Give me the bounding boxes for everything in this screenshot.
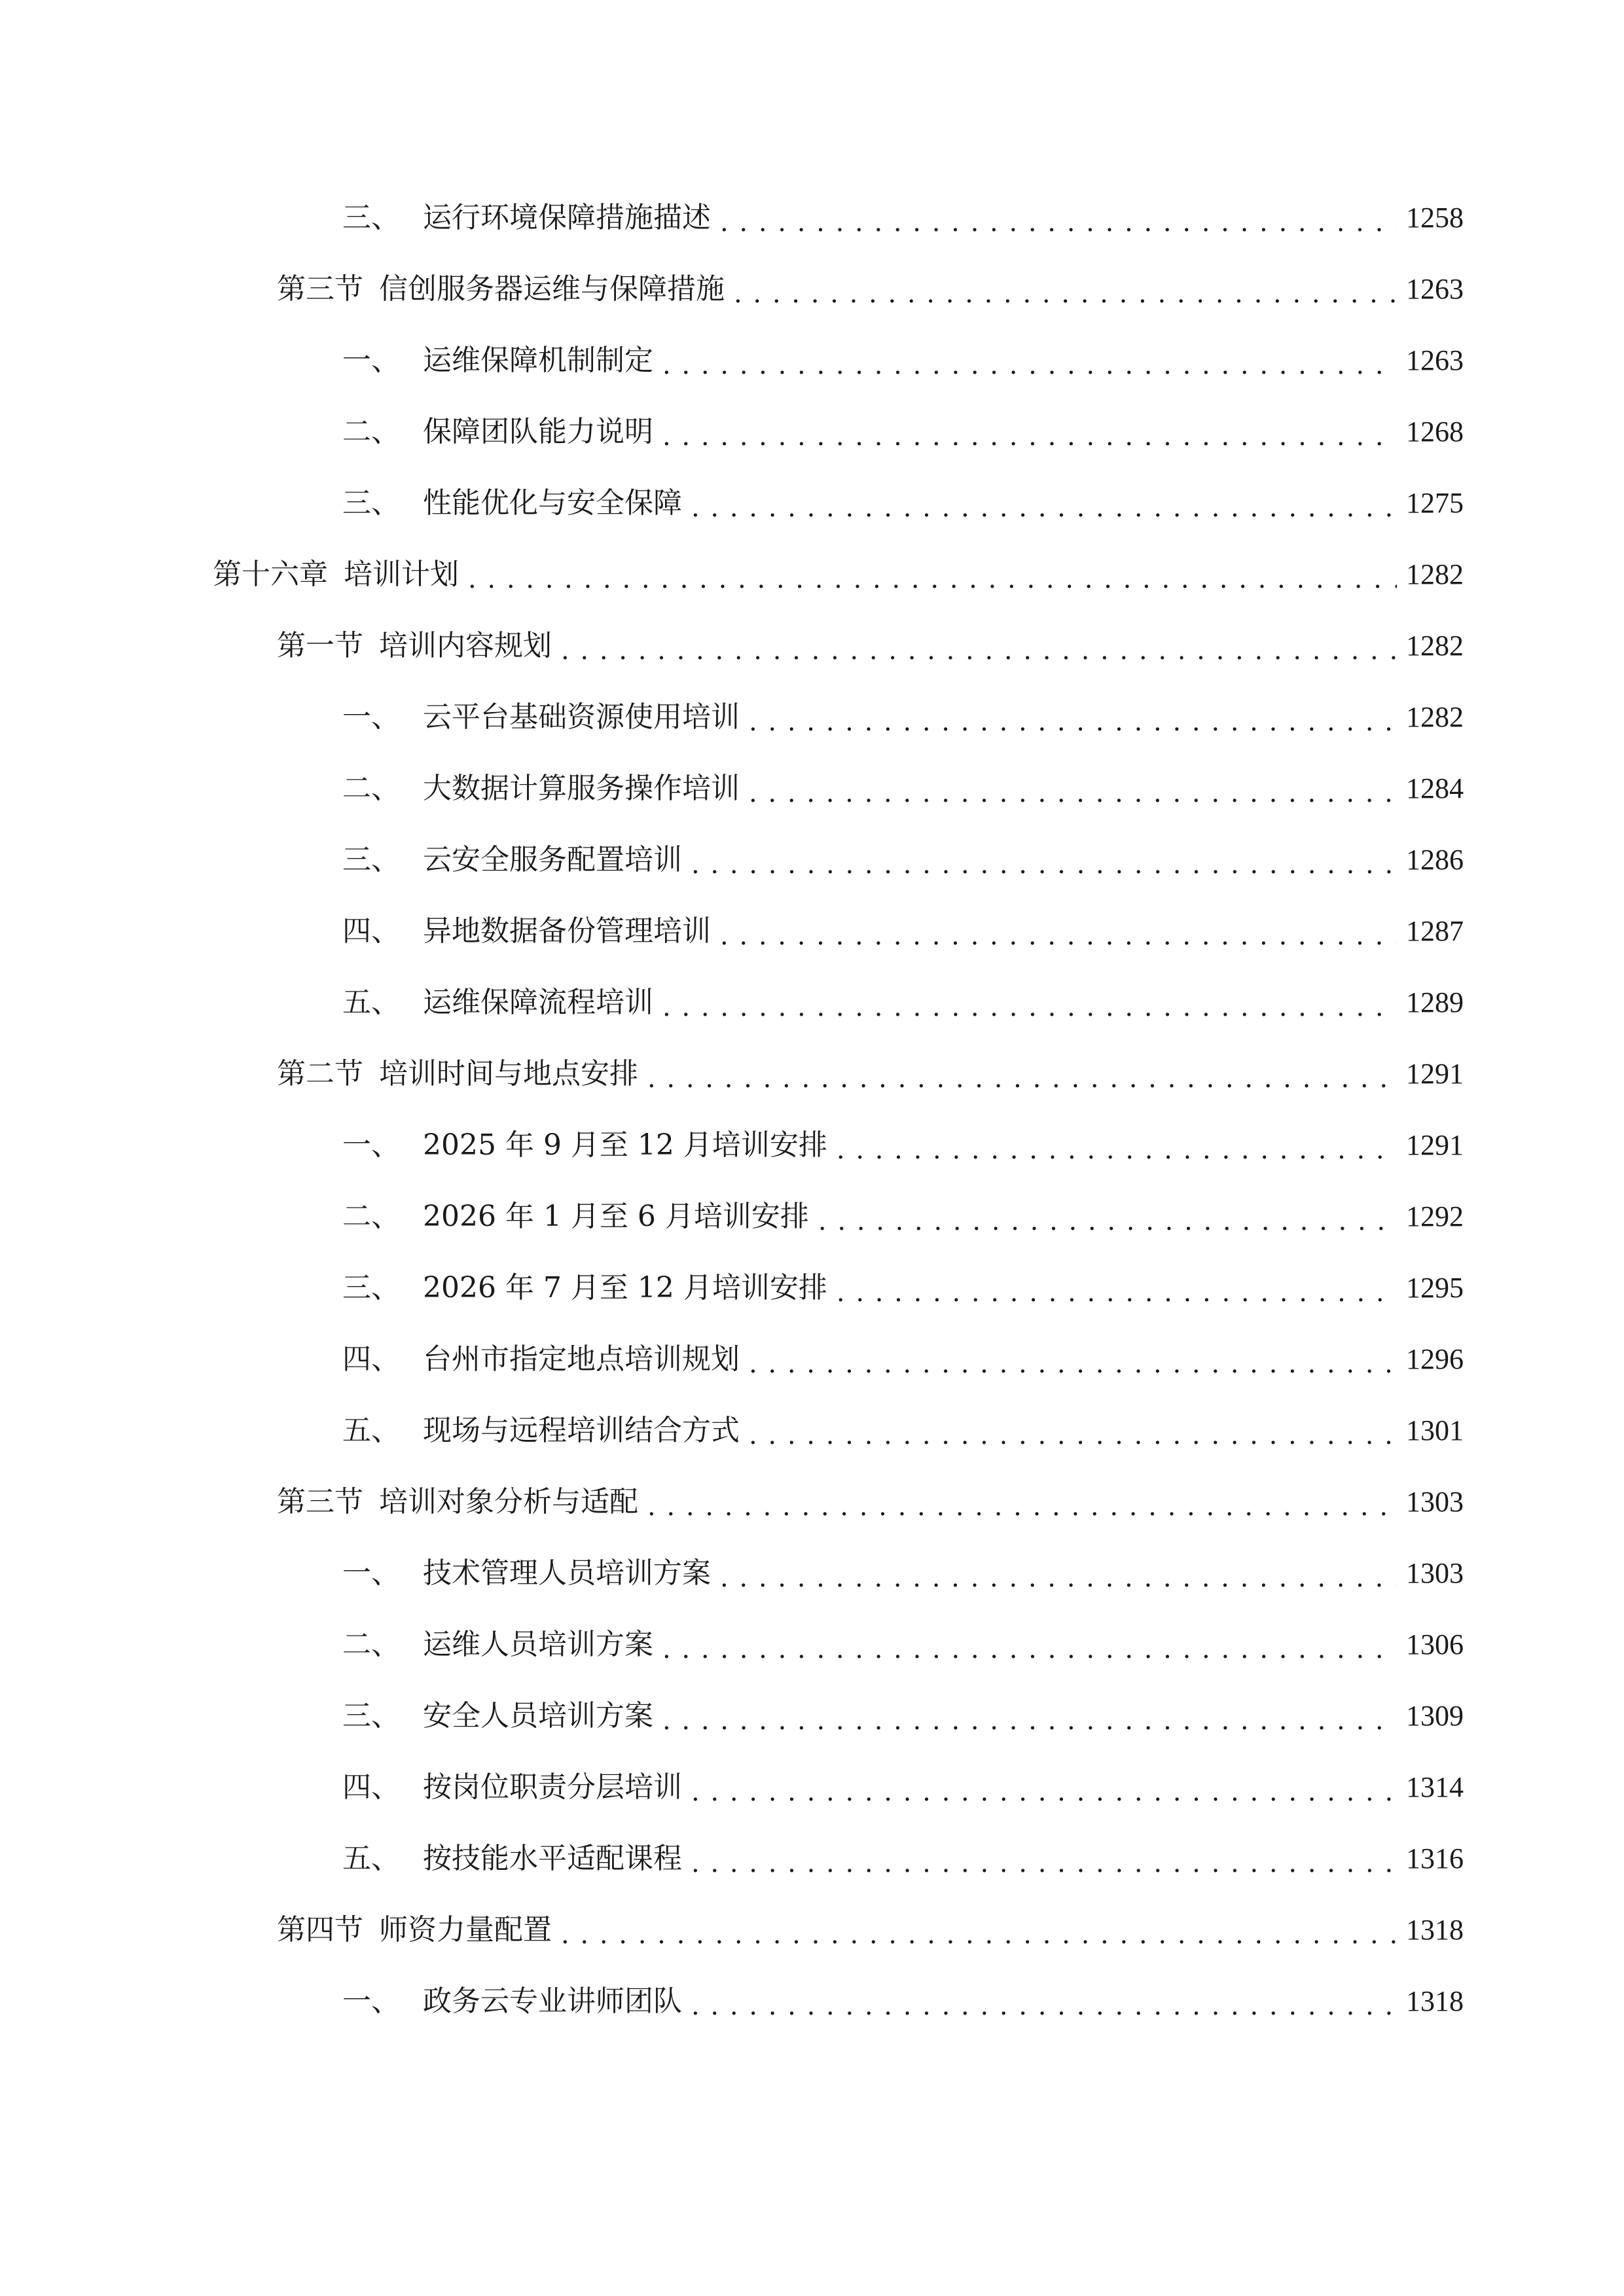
toc-entry[interactable] — [277, 1048, 1464, 1100]
toc-entry[interactable] — [342, 977, 1464, 1029]
toc-dot-leader — [662, 338, 1397, 391]
toc-entry-title: 政务云专业讲师团队 — [423, 1984, 682, 2018]
toc-dot-leader — [691, 1765, 1397, 1818]
toc-entry-title: 信创服务器运维与保障措施 — [379, 272, 725, 306]
toc-entry-title: 现场与远程培训结合方式 — [423, 1414, 740, 1447]
toc-dot-leader — [647, 1480, 1397, 1533]
toc-dot-leader — [468, 552, 1397, 605]
toc-entry-page: 1275 — [1406, 487, 1464, 519]
toc-entry-page: 1291 — [1406, 1129, 1464, 1161]
toc-entry-title: 技术管理人员培训方案 — [423, 1556, 711, 1590]
toc-entry-page: 1282 — [1406, 630, 1464, 662]
toc-entry-title: 运维保障流程培训 — [423, 986, 653, 1019]
toc-entry-number: 一、 — [342, 700, 400, 734]
toc-entry-title: 性能优化与安全保障 — [423, 486, 682, 520]
toc-entry[interactable] — [342, 1690, 1464, 1742]
toc-entry-number: 三、 — [342, 201, 400, 234]
toc-dot-leader — [561, 624, 1397, 677]
toc-entry[interactable] — [342, 1119, 1464, 1172]
toc-entry-page: 1303 — [1406, 1557, 1464, 1589]
toc-entry-number: 五、 — [342, 986, 400, 1019]
toc-entry-title: 云平台基础资源使用培训 — [423, 700, 740, 734]
toc-entry-page: 1284 — [1406, 772, 1464, 804]
toc-entry-number: 二、 — [342, 1200, 400, 1233]
toc-dot-leader — [720, 909, 1397, 962]
toc-entry-number: 第三节 — [277, 1485, 363, 1518]
toc-entry[interactable] — [342, 334, 1464, 387]
toc-entry-page: 1318 — [1406, 1985, 1464, 2017]
toc-dot-leader — [691, 1837, 1397, 1890]
toc-entry-number: 一、 — [342, 1556, 400, 1590]
toc-dot-leader — [749, 1408, 1397, 1462]
toc-dot-leader — [734, 267, 1397, 320]
toc-entry-page: 1303 — [1406, 1486, 1464, 1518]
toc-entry-title: 运维人员培训方案 — [423, 1628, 653, 1661]
toc-entry-number: 五、 — [342, 1414, 400, 1447]
toc-dot-leader — [818, 1194, 1397, 1247]
toc-dot-leader — [662, 1623, 1397, 1676]
toc-entry-page: 1287 — [1406, 915, 1464, 947]
toc-entry-title: 培训计划 — [344, 558, 459, 591]
toc-entry-title: 运维保障机制制定 — [423, 344, 653, 377]
toc-dot-leader — [837, 1123, 1397, 1176]
toc-entry[interactable] — [213, 548, 1464, 601]
toc-entry-number: 一、 — [342, 1984, 400, 2018]
toc-dot-leader — [647, 1052, 1397, 1105]
toc-entry-number: 四、 — [342, 914, 400, 948]
toc-entry[interactable] — [342, 1761, 1464, 1814]
toc-entry[interactable] — [277, 1476, 1464, 1528]
toc-entry-page: 1309 — [1406, 1700, 1464, 1732]
toc-entry-number: 第十六章 — [213, 558, 328, 591]
toc-entry-page: 1258 — [1406, 202, 1464, 234]
toc-dot-leader — [691, 838, 1397, 891]
toc-entry[interactable] — [342, 477, 1464, 529]
toc-dot-leader — [720, 196, 1397, 249]
toc-entry-page: 1296 — [1406, 1343, 1464, 1375]
toc-entry-page: 1301 — [1406, 1414, 1464, 1446]
toc-entry[interactable] — [342, 1262, 1464, 1314]
toc-entry-title: 安全人员培训方案 — [423, 1699, 653, 1732]
toc-entry-number: 三、 — [342, 1271, 400, 1304]
toc-entry-number: 三、 — [342, 843, 400, 876]
toc-entry[interactable] — [342, 1833, 1464, 1885]
toc-entry-number: 第四节 — [277, 1913, 363, 1946]
toc-entry-title: 按岗位职责分层培训 — [423, 1770, 682, 1804]
toc-entry-title: 保障团队能力说明 — [423, 415, 653, 448]
toc-entry-page: 1263 — [1406, 273, 1464, 305]
toc-entry-number: 第二节 — [277, 1057, 363, 1090]
toc-entry[interactable] — [342, 1191, 1464, 1243]
toc-dot-leader — [749, 766, 1397, 819]
toc-entry-number: 三、 — [342, 486, 400, 520]
toc-entry-number: 二、 — [342, 415, 400, 448]
toc-entry-title: 按技能水平适配课程 — [423, 1842, 682, 1875]
toc-entry[interactable] — [342, 834, 1464, 886]
toc-entry-page: 1263 — [1406, 344, 1464, 376]
toc-entry[interactable] — [342, 691, 1464, 744]
toc-entry-number: 四、 — [342, 1342, 400, 1376]
toc-entry-number: 四、 — [342, 1770, 400, 1804]
toc-entry[interactable] — [277, 1904, 1464, 1956]
toc-entry[interactable] — [342, 406, 1464, 458]
toc-dot-leader — [837, 1266, 1397, 1319]
toc-entry-page: 1316 — [1406, 1842, 1464, 1874]
toc-entry-title: 2026 年 7 月至 12 月培训安排 — [423, 1271, 827, 1304]
toc-entry-title: 2025 年 9 月至 12 月培训安排 — [423, 1128, 827, 1162]
toc-entry-page: 1292 — [1406, 1200, 1464, 1232]
toc-entry-title: 师资力量配置 — [379, 1913, 552, 1946]
toc-entry-title: 台州市指定地点培训规划 — [423, 1342, 740, 1376]
toc-entry-page: 1282 — [1406, 701, 1464, 733]
toc-entry-title: 云安全服务配置培训 — [423, 843, 682, 876]
toc-entry-page: 1318 — [1406, 1914, 1464, 1946]
toc-entry[interactable] — [342, 905, 1464, 958]
toc-entry-title: 培训对象分析与适配 — [379, 1485, 638, 1518]
toc-entry-title: 大数据计算服务操作培训 — [423, 772, 740, 805]
toc-dot-leader — [662, 410, 1397, 463]
toc-entry-number: 一、 — [342, 1128, 400, 1162]
toc-entry-number: 二、 — [342, 1628, 400, 1661]
toc-entry-title: 培训内容规划 — [379, 629, 552, 662]
toc-entry-title: 运行环境保障措施描述 — [423, 201, 711, 234]
toc-entry-number: 第三节 — [277, 272, 363, 306]
toc-entry-page: 1314 — [1406, 1771, 1464, 1803]
toc-entry-title: 异地数据备份管理培训 — [423, 914, 711, 948]
toc-entry-page: 1268 — [1406, 416, 1464, 448]
toc-entry[interactable] — [277, 620, 1464, 672]
toc-entry[interactable] — [342, 1547, 1464, 1600]
toc-entry[interactable] — [277, 263, 1464, 315]
toc-entry[interactable] — [342, 1333, 1464, 1386]
toc-entry-page: 1286 — [1406, 844, 1464, 876]
toc-dot-leader — [662, 1694, 1397, 1747]
toc-entry-number: 三、 — [342, 1699, 400, 1732]
toc-entry[interactable] — [342, 762, 1464, 815]
toc-entry-page: 1306 — [1406, 1628, 1464, 1660]
toc-entry-page: 1282 — [1406, 558, 1464, 590]
toc-entry-number: 一、 — [342, 344, 400, 377]
toc-entry-title: 2026 年 1 月至 6 月培训安排 — [423, 1200, 809, 1233]
toc-entry-number: 二、 — [342, 772, 400, 805]
toc-entry-page: 1295 — [1406, 1272, 1464, 1304]
toc-dot-leader — [691, 1979, 1397, 2032]
toc-entry[interactable] — [342, 192, 1464, 244]
toc-entry-title: 培训时间与地点安排 — [379, 1057, 638, 1090]
toc-entry-page: 1291 — [1406, 1058, 1464, 1090]
toc-dot-leader — [691, 481, 1397, 534]
toc-entry-number: 五、 — [342, 1842, 400, 1875]
toc-dot-leader — [561, 1908, 1397, 1961]
toc-entry-page: 1289 — [1406, 986, 1464, 1018]
toc-entry[interactable] — [342, 1619, 1464, 1671]
toc-entry[interactable] — [342, 1405, 1464, 1457]
toc-dot-leader — [720, 1551, 1397, 1604]
toc-dot-leader — [662, 980, 1397, 1033]
toc-entry[interactable] — [342, 1975, 1464, 2028]
toc-entry-number: 第一节 — [277, 629, 363, 662]
toc-dot-leader — [749, 695, 1397, 748]
toc-dot-leader — [749, 1337, 1397, 1390]
